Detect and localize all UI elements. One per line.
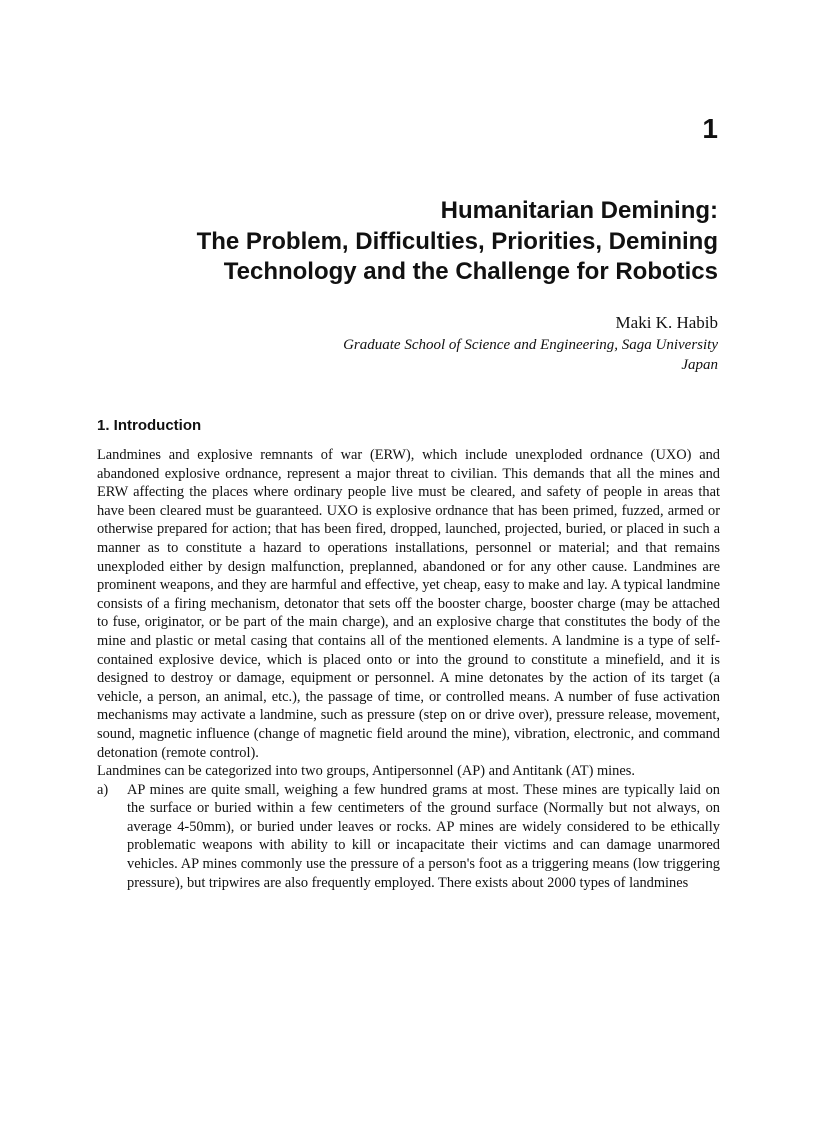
affiliation-line: Graduate School of Science and Engineering, Saga University — [343, 337, 718, 353]
body-paragraph: Landmines can be categorized into two groups, Antipersonnel (AP) and Antitank (AT) mines. — [97, 763, 635, 780]
section-body — [97, 446, 720, 892]
chapter-number: 1 — [702, 113, 718, 144]
list-item-marker: a) — [97, 781, 109, 798]
body-paragraph: Landmines and explosive remnants of war (ERW), which include unexploded ordnance (UXO) and abandoned explosive ordnance, represent a major threat to civilian. This demands that all the mines and ERW affecting the places where ordinary people live must be cleared, and safety of people in areas that have been cleared must be guaranteed. UXO is explosive ordnance that has been primed, fuzzed, armed or otherwise prepared for action; that has been fired, dropped, launched, projected, buried, or placed in such a manner as to constitute a hazard to operations installations, personnel or material; and that remains unexploded either by design malfunction, preplanned, abandoned or for any other cause. Landmines are prominent weapons, and they are harmful and effective, yet cheap, easy to make and lay. A typical landmine consists of a firing mechanism, detonator that sets off the booster charge, booster charge (may be attached to fuse, originator, or be part of the main charge), and an explosive charge that constitutes the body of the mine and plastic or metal casing that contains all of the mentioned elements. A landmine is a type of self-contained explosive device, which is placed onto or into the ground to constitute a minefield, and it is designed to destroy or damage, equipment or personnel. A mine detonates by the action of its target (a vehicle, a person, an animal, etc.), the passage of time, or controlled means. A number of fuse activation mechanisms may activate a landmine, such as pressure (step on or drive over), pressure release, movement, sound, magnetic influence (change of magnetic field around the mine), vibration, electronic, and command detonation (remote control). — [97, 447, 720, 761]
list-item — [97, 781, 720, 893]
chapter-title-line: Technology and the Challenge for Robotics — [223, 258, 718, 285]
chapter-title — [78, 196, 718, 288]
chapter-title-line: Humanitarian Demining: — [440, 197, 718, 224]
chapter-title-line: The Problem, Difficulties, Priorities, Demining — [196, 227, 718, 255]
author-name: Maki K. Habib — [615, 313, 718, 332]
list-item-text: AP mines are quite small, weighing a few hundred grams at most. These mines are typically laid on the surface or buried within a few centimeters of the ground surface (Normally but not always, on average 4-50mm), or buried under leaves or rocks. AP mines are widely considered to be ethically problematic weapons with ability to kill or incapacitate their victims and can damage unarmored vehicles. AP mines commonly use the pressure of a person's foot as a triggering means (low triggering pressure), but tripwires are also frequently employed. There exists about 2000 types of landmines — [127, 781, 720, 891]
section-heading: 1. Introduction — [97, 417, 202, 434]
author-affiliation — [218, 335, 718, 375]
affiliation-line: Japan — [681, 357, 718, 373]
